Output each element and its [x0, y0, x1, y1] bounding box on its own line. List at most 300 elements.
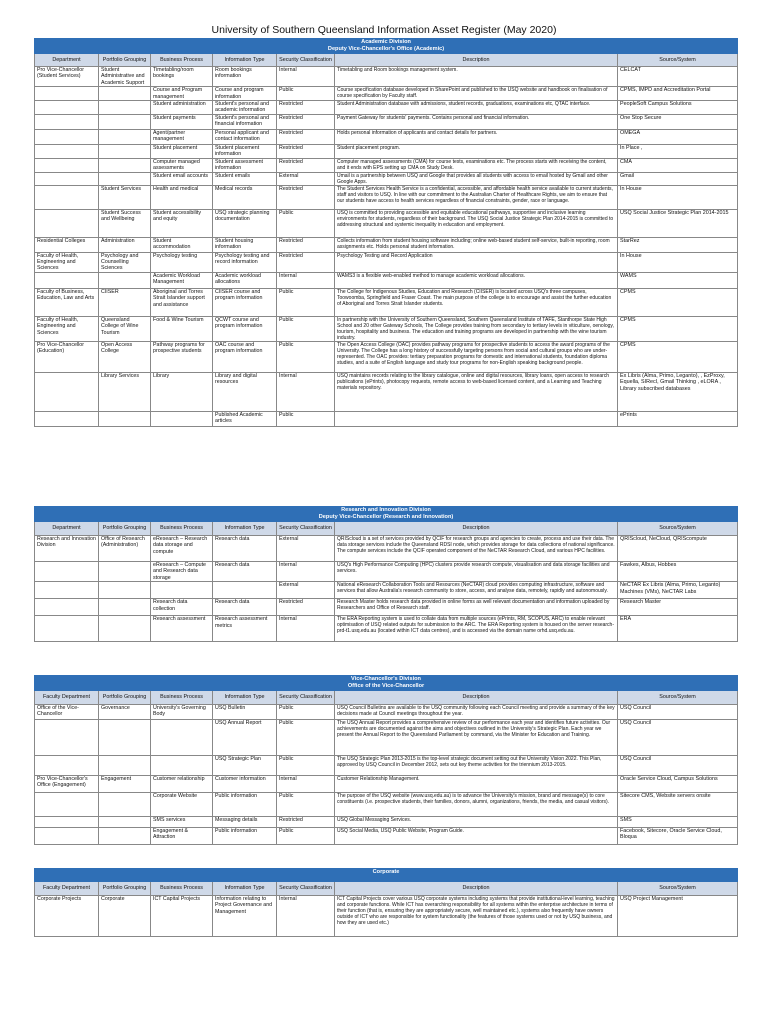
description-cell: The ERA Reporting system is used to collate data from multiple sources (ePrints, RM, SCOPUS, ARC) to enable relevant optimisation of USQ related outputs for submission to the ARC. The ERA Reporting system is housed on the server research-prd-t1.usq.edu.au (located within ICT data centres), and is accessed via the domain name orhd.usq.edu.au. [335, 616, 618, 642]
info-type-cell: Public information [213, 828, 277, 845]
column-header: Faculty Department [35, 882, 99, 896]
security-cell: Internal [277, 272, 335, 288]
security-cell: Restricted [277, 115, 335, 130]
process-cell: eResearch – Compute and Research data storage [151, 562, 213, 582]
security-cell: Public [277, 720, 335, 756]
department-cell: Corporate Projects [35, 896, 99, 937]
office-name: Deputy Vice-Chancellor's Office (Academic) [327, 45, 445, 52]
table-row [35, 101, 738, 115]
portfolio-cell: Psychology and Counselling Sciences [99, 252, 151, 272]
process-cell: Corporate Website [151, 793, 213, 817]
security-cell: Restricted [277, 185, 335, 209]
portfolio-cell: Governance [99, 705, 151, 720]
register-table [34, 506, 738, 642]
column-header-row [35, 54, 738, 67]
source-cell: In House [618, 252, 738, 272]
column-header: Description [335, 691, 618, 705]
info-type-cell: Published Academic articles [213, 411, 277, 426]
department-cell [35, 145, 99, 159]
column-header: Source/System [618, 691, 738, 705]
description-cell: Timetabling and Room bookings management system. [335, 67, 618, 87]
info-type-cell: Personal applicant and contact information [213, 130, 277, 145]
source-cell: CPMS, IMPD and Accreditation Portal [618, 87, 738, 101]
division-name: Research and Innovation Division [341, 507, 431, 513]
column-header: Information Type [213, 691, 277, 705]
process-cell: Academic Workload Management [151, 272, 213, 288]
table-row [35, 316, 738, 341]
table-row [35, 237, 738, 252]
info-type-cell: OAC course and program information [213, 341, 277, 372]
table-row [35, 272, 738, 288]
portfolio-cell: Administration [99, 237, 151, 252]
info-type-cell: QCWT course and program information [213, 316, 277, 341]
column-header: Department [35, 522, 99, 536]
source-cell: Facebook, Sitecore, Oracle Service Cloud, Bloqua [618, 828, 738, 845]
department-cell [35, 411, 99, 426]
info-type-cell: USQ strategic planning documentation [213, 209, 277, 237]
column-header: Portfolio Grouping [99, 691, 151, 705]
portfolio-cell [99, 616, 151, 642]
portfolio-cell: Queensland College of Wine Tourism [99, 316, 151, 341]
source-cell: CPMS [618, 316, 738, 341]
process-cell [151, 756, 213, 776]
table-row [35, 145, 738, 159]
table-row [35, 616, 738, 642]
info-type-cell: Messaging details [213, 817, 277, 828]
description-cell: Research Master holds research data provided in online forms as well relevant documentation and information uploaded by Researchers and Office of Research staff. [335, 599, 618, 616]
department-cell [35, 562, 99, 582]
source-cell: Fawkes, Albus, Hobbes [618, 562, 738, 582]
department-cell: Research and Innovation Division [35, 536, 99, 562]
source-cell: Ex Libris (Alma, Primo, Leganto), , EzProxy, Equella, SIRecI, Gmail Thinking , eLORA , Library subscribed databases [618, 372, 738, 411]
security-cell: Internal [277, 776, 335, 793]
security-cell: Restricted [277, 599, 335, 616]
portfolio-cell: Open Access College [99, 341, 151, 372]
source-cell: NeCTAR Ex Libris (Alma, Primo, Leganto) Machines (VMs), NeCTAR Labs [618, 582, 738, 599]
portfolio-cell [99, 115, 151, 130]
column-header: Information Type [213, 522, 277, 536]
column-header: Portfolio Grouping [99, 522, 151, 536]
info-type-cell: Student placement information [213, 145, 277, 159]
security-cell: Public [277, 828, 335, 845]
table-row [35, 172, 738, 185]
column-header: Business Process [151, 54, 213, 67]
department-cell [35, 616, 99, 642]
info-type-cell: Room bookings information [213, 67, 277, 87]
table-row [35, 599, 738, 616]
source-cell: Gmail [618, 172, 738, 185]
source-cell: CELCAT [618, 67, 738, 87]
column-header: Business Process [151, 882, 213, 896]
process-cell: Pathway programs for prospective students [151, 341, 213, 372]
process-cell: Student email accounts [151, 172, 213, 185]
column-header: Description [335, 882, 618, 896]
description-cell [335, 411, 618, 426]
process-cell: Timetabling/room bookings [151, 67, 213, 87]
department-cell [35, 172, 99, 185]
portfolio-cell: Engagement [99, 776, 151, 793]
column-header-row [35, 522, 738, 536]
portfolio-cell [99, 582, 151, 599]
security-cell: Internal [277, 616, 335, 642]
description-cell: USQ Social Media, USQ Public Website, Program Guide. [335, 828, 618, 845]
info-type-cell: Student's personal and financial information [213, 115, 277, 130]
division-banner-row [35, 676, 738, 691]
source-cell: Sitecore CMS, Website servers onsite [618, 793, 738, 817]
column-header: Security Classification [277, 882, 335, 896]
source-cell: USQ Council [618, 756, 738, 776]
table-row [35, 158, 738, 172]
info-type-cell: USQ Bulletin [213, 705, 277, 720]
table-row [35, 341, 738, 372]
table-row [35, 372, 738, 411]
source-cell: PeopleSoft Campus Solutions [618, 101, 738, 115]
column-header: Source/System [618, 54, 738, 67]
column-header: Description [335, 54, 618, 67]
portfolio-cell [99, 172, 151, 185]
description-cell: Psychology Testing and Record Application [335, 252, 618, 272]
info-type-cell: Academic workload allocations [213, 272, 277, 288]
table-row [35, 720, 738, 756]
info-type-cell: Psychology testing and record information [213, 252, 277, 272]
description-cell: Student Administration database with admissions, student records, graduations, examinations etc, QTAC interface. [335, 101, 618, 115]
security-cell: Public [277, 756, 335, 776]
process-cell: Engagement & Attraction [151, 828, 213, 845]
column-header: Information Type [213, 882, 277, 896]
security-cell: Public [277, 341, 335, 372]
portfolio-cell: CIISER [99, 288, 151, 316]
description-cell: QRIScloud is a set of services provided by QCIF for research groups and agencies to create, process and use their data. The data storage services include the Queensland RDSI node, which provides storage for data collections of national significance. The compute services include the QCIF operated component of the NeCTAR Research Cloud, and various HPC facilities. [335, 536, 618, 562]
process-cell: Student administration [151, 101, 213, 115]
process-cell: Library [151, 372, 213, 411]
security-cell: Internal [277, 372, 335, 411]
info-type-cell: Student assessment information [213, 158, 277, 172]
process-cell: ICT Capital Projects [151, 896, 213, 937]
info-type-cell: Medical records [213, 185, 277, 209]
security-cell: Public [277, 288, 335, 316]
department-cell [35, 817, 99, 828]
info-type-cell: Research data [213, 562, 277, 582]
column-header: Information Type [213, 54, 277, 67]
department-cell [35, 87, 99, 101]
description-cell: Student placement program. [335, 145, 618, 159]
department-cell [35, 101, 99, 115]
department-cell [35, 158, 99, 172]
process-cell: Psychology testing [151, 252, 213, 272]
department-cell: Pro Vice-Chancellor (Education) [35, 341, 99, 372]
source-cell: CMA [618, 158, 738, 172]
vc-division-section [34, 675, 737, 845]
office-name: Office of the Vice-Chancellor [347, 682, 425, 689]
description-cell: USQ Council Bulletins are available to the USQ community following each Council meeting and provide a summary of the key decisions made at Council meetings throughout the year. [335, 705, 618, 720]
page-title: University of Southern Queensland Information Asset Register (May 2020) [211, 24, 557, 36]
portfolio-cell [99, 817, 151, 828]
office-name: Deputy Vice-Chancellor (Research and Innovation) [318, 513, 454, 520]
department-cell [35, 793, 99, 817]
description-cell: The College for Indigenous Studies, Education and Research (CIISER) is located across USQ's three campuses, Toowoomba, Springfield and Fraser Coast. The main purpose of the college is to encourage and assist the further education of Aboriginal and Torres Strait Islander students. [335, 288, 618, 316]
info-type-cell: Customer information [213, 776, 277, 793]
department-cell [35, 828, 99, 845]
source-cell: QRIScloud, NeCloud, QRIScompute [618, 536, 738, 562]
register-table [34, 675, 738, 845]
description-cell: In partnership with the University of Southern Queensland, Southern Queensland Institute of TAFE, Stanthorpe State High School and 20 other Gateway Schools, The College provides training from secondary to tertiary levels in viticulture, oenology, tourism, hospitality and business. The education and training programs are developed in partnership with the wine tourism industry. [335, 316, 618, 341]
table-row [35, 130, 738, 145]
security-cell: Restricted [277, 158, 335, 172]
table-row [35, 582, 738, 599]
portfolio-cell: Student Success and Wellbeing [99, 209, 151, 237]
process-cell: Customer relationship [151, 776, 213, 793]
table-row [35, 252, 738, 272]
info-type-cell: Research data [213, 536, 277, 562]
portfolio-cell [99, 562, 151, 582]
info-type-cell: Student housing information [213, 237, 277, 252]
process-cell: SMS services [151, 817, 213, 828]
portfolio-cell [99, 130, 151, 145]
department-cell: Faculty of Health, Engineering and Sciences [35, 316, 99, 341]
portfolio-cell [99, 756, 151, 776]
table-row [35, 756, 738, 776]
division-name: Academic Division [361, 39, 411, 45]
table-row [35, 562, 738, 582]
process-cell [151, 411, 213, 426]
department-cell: Faculty of Business, Education, Law and Arts [35, 288, 99, 316]
security-cell: Restricted [277, 252, 335, 272]
security-cell: Restricted [277, 817, 335, 828]
security-cell: Internal [277, 67, 335, 87]
division-banner-row [35, 507, 738, 522]
table-row [35, 209, 738, 237]
table-row [35, 776, 738, 793]
process-cell: Agent/partner management [151, 130, 213, 145]
portfolio-cell [99, 828, 151, 845]
division-banner [35, 676, 738, 691]
department-cell: Faculty of Health, Engineering and Sciences [35, 252, 99, 272]
info-type-cell: USQ Strategic Plan [213, 756, 277, 776]
description-cell: USQ's High Performance Computing (HPC) clusters provide research compute, visualisation and data storage facilities and services. [335, 562, 618, 582]
column-header: Business Process [151, 691, 213, 705]
info-type-cell: Course and program information [213, 87, 277, 101]
portfolio-cell: Corporate [99, 896, 151, 937]
column-header: Security Classification [277, 54, 335, 67]
source-cell: USQ Council [618, 705, 738, 720]
process-cell: Food & Wine Tourism [151, 316, 213, 341]
portfolio-cell: Student Services [99, 185, 151, 209]
process-cell: University's Governing Body [151, 705, 213, 720]
column-header: Security Classification [277, 522, 335, 536]
description-cell: National eResearch Collaboration Tools and Resources (NeCTAR) cloud provides computing infrastructure, software and services that allow Australia's research community to store, access, and analyse data, remotely, rapidly and autonomously. [335, 582, 618, 599]
security-cell: Public [277, 793, 335, 817]
process-cell: Research data collection [151, 599, 213, 616]
department-cell [35, 209, 99, 237]
department-cell [35, 115, 99, 130]
division-banner-row [35, 39, 738, 54]
description-cell: Umail is a partnership between USQ and Google that provides all students with access to email hosted by Gmail and other Google Apps. [335, 172, 618, 185]
description-cell: USQ maintains records relating to the library catalogue, online and digital resources, library loans, open access to research publications (ePrints), photocopy requests, remote access to web-based licensed content, and a Learning and Teaching materials repository. [335, 372, 618, 411]
department-cell: Pro Vice-Chancellor (Student Services) [35, 67, 99, 87]
description-cell: Computer managed assessments (CMA) for course tests, examinations etc. The process starts with receiving the content, and it ends with EPS setting up CMA on Study Desk. [335, 158, 618, 172]
process-cell: Aboriginal and Torres Strait Islander support and assistance [151, 288, 213, 316]
info-type-cell [213, 582, 277, 599]
portfolio-cell [99, 411, 151, 426]
table-row [35, 185, 738, 209]
source-cell: CPMS [618, 288, 738, 316]
process-cell: eResearch – Research data storage and compute [151, 536, 213, 562]
table-row [35, 87, 738, 101]
portfolio-cell: Student Administrative and Academic Support [99, 67, 151, 87]
process-cell [151, 720, 213, 756]
security-cell: Public [277, 209, 335, 237]
source-cell: Research Master [618, 599, 738, 616]
department-cell [35, 599, 99, 616]
department-cell [35, 372, 99, 411]
security-cell: External [277, 582, 335, 599]
source-cell: In House [618, 185, 738, 209]
academic-division-section [34, 38, 737, 427]
portfolio-cell [99, 272, 151, 288]
portfolio-cell [99, 599, 151, 616]
portfolio-cell [99, 145, 151, 159]
info-type-cell: USQ Annual Report [213, 720, 277, 756]
source-cell: USQ Social Justice Strategic Plan 2014-2015 [618, 209, 738, 237]
description-cell: Payment Gateway for students' payments. Contains personal and financial information. [335, 115, 618, 130]
source-cell: In Place , [618, 145, 738, 159]
table-row [35, 817, 738, 828]
corporate-section [34, 868, 737, 937]
description-cell: The USQ Strategic Plan 2013-2015 is the top-level strategic document setting out the University Vision 2022. This Plan, approved by USQ Council in December 2012, sets out key theme activities for the triennium 2013-2015. [335, 756, 618, 776]
security-cell: Restricted [277, 145, 335, 159]
process-cell [151, 582, 213, 599]
info-type-cell: Research assessment metrics [213, 616, 277, 642]
process-cell: Student placement [151, 145, 213, 159]
division-banner [35, 869, 738, 882]
department-cell: Pro Vice-Chancellor's Office (Engagement) [35, 776, 99, 793]
column-header: Faculty Department [35, 691, 99, 705]
description-cell: Holds personal information of applicants and contact details for partners. [335, 130, 618, 145]
info-type-cell: Information relating to Project Governance and Management [213, 896, 277, 937]
source-cell: ePrints [618, 411, 738, 426]
security-cell: Internal [277, 562, 335, 582]
description-cell: The USQ Annual Report provides a comprehensive review of our performance each year and identifies future activities. Our achievements are documented against the aims and objectives outlined in the University's Strategic Plan. Each year we present the Annual Report to the Queensland Parliament by command, via the Minister for Education and Training. [335, 720, 618, 756]
column-header: Source/System [618, 882, 738, 896]
description-cell: USQ is committed to providing accessible and equitable educational pathways, supportive and inclusive learning environments for students, regardless of their background. The USQ Social Justice Strategic Plan 2014-2015 is committed to addressing structural and systemic inequality in education and employment. [335, 209, 618, 237]
division-banner [35, 507, 738, 522]
description-cell: WAMS3 is a flexible web-enabled method to manage academic workload allocations. [335, 272, 618, 288]
description-cell: The Student Services Health Service is a confidential, accessible, and affordable health service available to current students, staff and visitors to USQ. In line with our commitment to the Australian Charter of Healthcare Rights, we aim to ensure that our students have access to health services regardless of financial constraints, gender, race or language. [335, 185, 618, 209]
source-cell: StarRez [618, 237, 738, 252]
source-cell: Oracle Service Cloud, Campus Solutions [618, 776, 738, 793]
description-cell: The purpose of the USQ website (www.usq.edu.au) is to advance the University's mission, brand and message(s) to core constituents (i.e. prospective students, their families, donors, alumni, organizations, friends, the media, and casual visitors). [335, 793, 618, 817]
department-cell: Residential Colleges [35, 237, 99, 252]
table-row [35, 896, 738, 937]
security-cell: External [277, 172, 335, 185]
table-row [35, 793, 738, 817]
department-cell [35, 185, 99, 209]
portfolio-cell [99, 101, 151, 115]
process-cell: Student payments [151, 115, 213, 130]
info-type-cell: Research data [213, 599, 277, 616]
column-header: Department [35, 54, 99, 67]
table-row [35, 67, 738, 87]
process-cell: Course and Program management [151, 87, 213, 101]
process-cell: Student accessibility and equity [151, 209, 213, 237]
division-name: Corporate [372, 869, 400, 875]
department-cell [35, 756, 99, 776]
description-cell: Customer Relationship Management. [335, 776, 618, 793]
security-cell: Internal [277, 896, 335, 937]
column-header: Portfolio Grouping [99, 54, 151, 67]
register-table [34, 868, 738, 937]
division-banner [35, 39, 738, 54]
department-cell [35, 272, 99, 288]
security-cell: External [277, 536, 335, 562]
column-header-row [35, 882, 738, 896]
division-banner-row [35, 869, 738, 882]
process-cell: Computer managed assessments [151, 158, 213, 172]
security-cell: Public [277, 87, 335, 101]
table-row [35, 288, 738, 316]
table-row [35, 828, 738, 845]
department-cell [35, 130, 99, 145]
source-cell: One Stop Secure [618, 115, 738, 130]
table-row [35, 536, 738, 562]
source-cell: ERA [618, 616, 738, 642]
column-header: Source/System [618, 522, 738, 536]
info-type-cell: Library and digital resources [213, 372, 277, 411]
column-header: Security Classification [277, 691, 335, 705]
info-type-cell: Student emails [213, 172, 277, 185]
description-cell: ICT Capital Projects cover various USQ corporate systems including systems that provide institutional-level learning, teaching and corporate functions. While ICT has overarching responsibility for all systems within the enterprise architecture in terms of their function (that is, ensuring they are appropriately secure, well maintained etc.), systems also frequently have owners outside of ICT who are responsible for system functionality (the features of those systems used or not by USQ business, and how they are used etc.) [335, 896, 618, 937]
department-cell [35, 720, 99, 756]
security-cell: Restricted [277, 101, 335, 115]
portfolio-cell [99, 158, 151, 172]
register-table [34, 38, 738, 427]
column-header: Description [335, 522, 618, 536]
description-cell: The Open Access College (OAC) provides pathway programs for prospective students to access the award programs of the University. The College has a long history of successfully targeting persons from social and cultural groups who are under-represented. The OAC provides: tertiary preparation programs for domestic and international students, foundation diploma studies, and a suite of English language and study tour programs for non-English speaking background people. [335, 341, 618, 372]
process-cell: Research assessment [151, 616, 213, 642]
security-cell: Public [277, 705, 335, 720]
column-header: Portfolio Grouping [99, 882, 151, 896]
security-cell: Restricted [277, 237, 335, 252]
description-cell: Collects information from student housing software including; online web-based student self-service, built-in reporting, room assignments etc. Holds personal student information. [335, 237, 618, 252]
security-cell: Restricted [277, 130, 335, 145]
source-cell: SMS [618, 817, 738, 828]
column-header: Business Process [151, 522, 213, 536]
column-header-row [35, 691, 738, 705]
description-cell: Course specification database developed in SharePoint and published to the USQ website and handbook on finalisation of course specification by Faculty staff. [335, 87, 618, 101]
research-division-section [34, 506, 737, 642]
process-cell: Health and medical [151, 185, 213, 209]
department-cell [35, 582, 99, 599]
table-row [35, 705, 738, 720]
info-type-cell: Student's personal and academic information [213, 101, 277, 115]
security-cell: Public [277, 411, 335, 426]
portfolio-cell: Library Services [99, 372, 151, 411]
source-cell: USQ Project Management [618, 896, 738, 937]
division-name: Vice-Chancellor's Division [351, 676, 421, 682]
table-row [35, 411, 738, 426]
source-cell: OMEGA [618, 130, 738, 145]
department-cell: Office of the Vice-Chancellor [35, 705, 99, 720]
process-cell: Student accommodation [151, 237, 213, 252]
source-cell: WAMS [618, 272, 738, 288]
portfolio-cell [99, 720, 151, 756]
portfolio-cell [99, 87, 151, 101]
source-cell: USQ Council [618, 720, 738, 756]
table-row [35, 115, 738, 130]
security-cell: Public [277, 316, 335, 341]
description-cell: USQ Global Messaging Services. [335, 817, 618, 828]
source-cell: CPMS [618, 341, 738, 372]
